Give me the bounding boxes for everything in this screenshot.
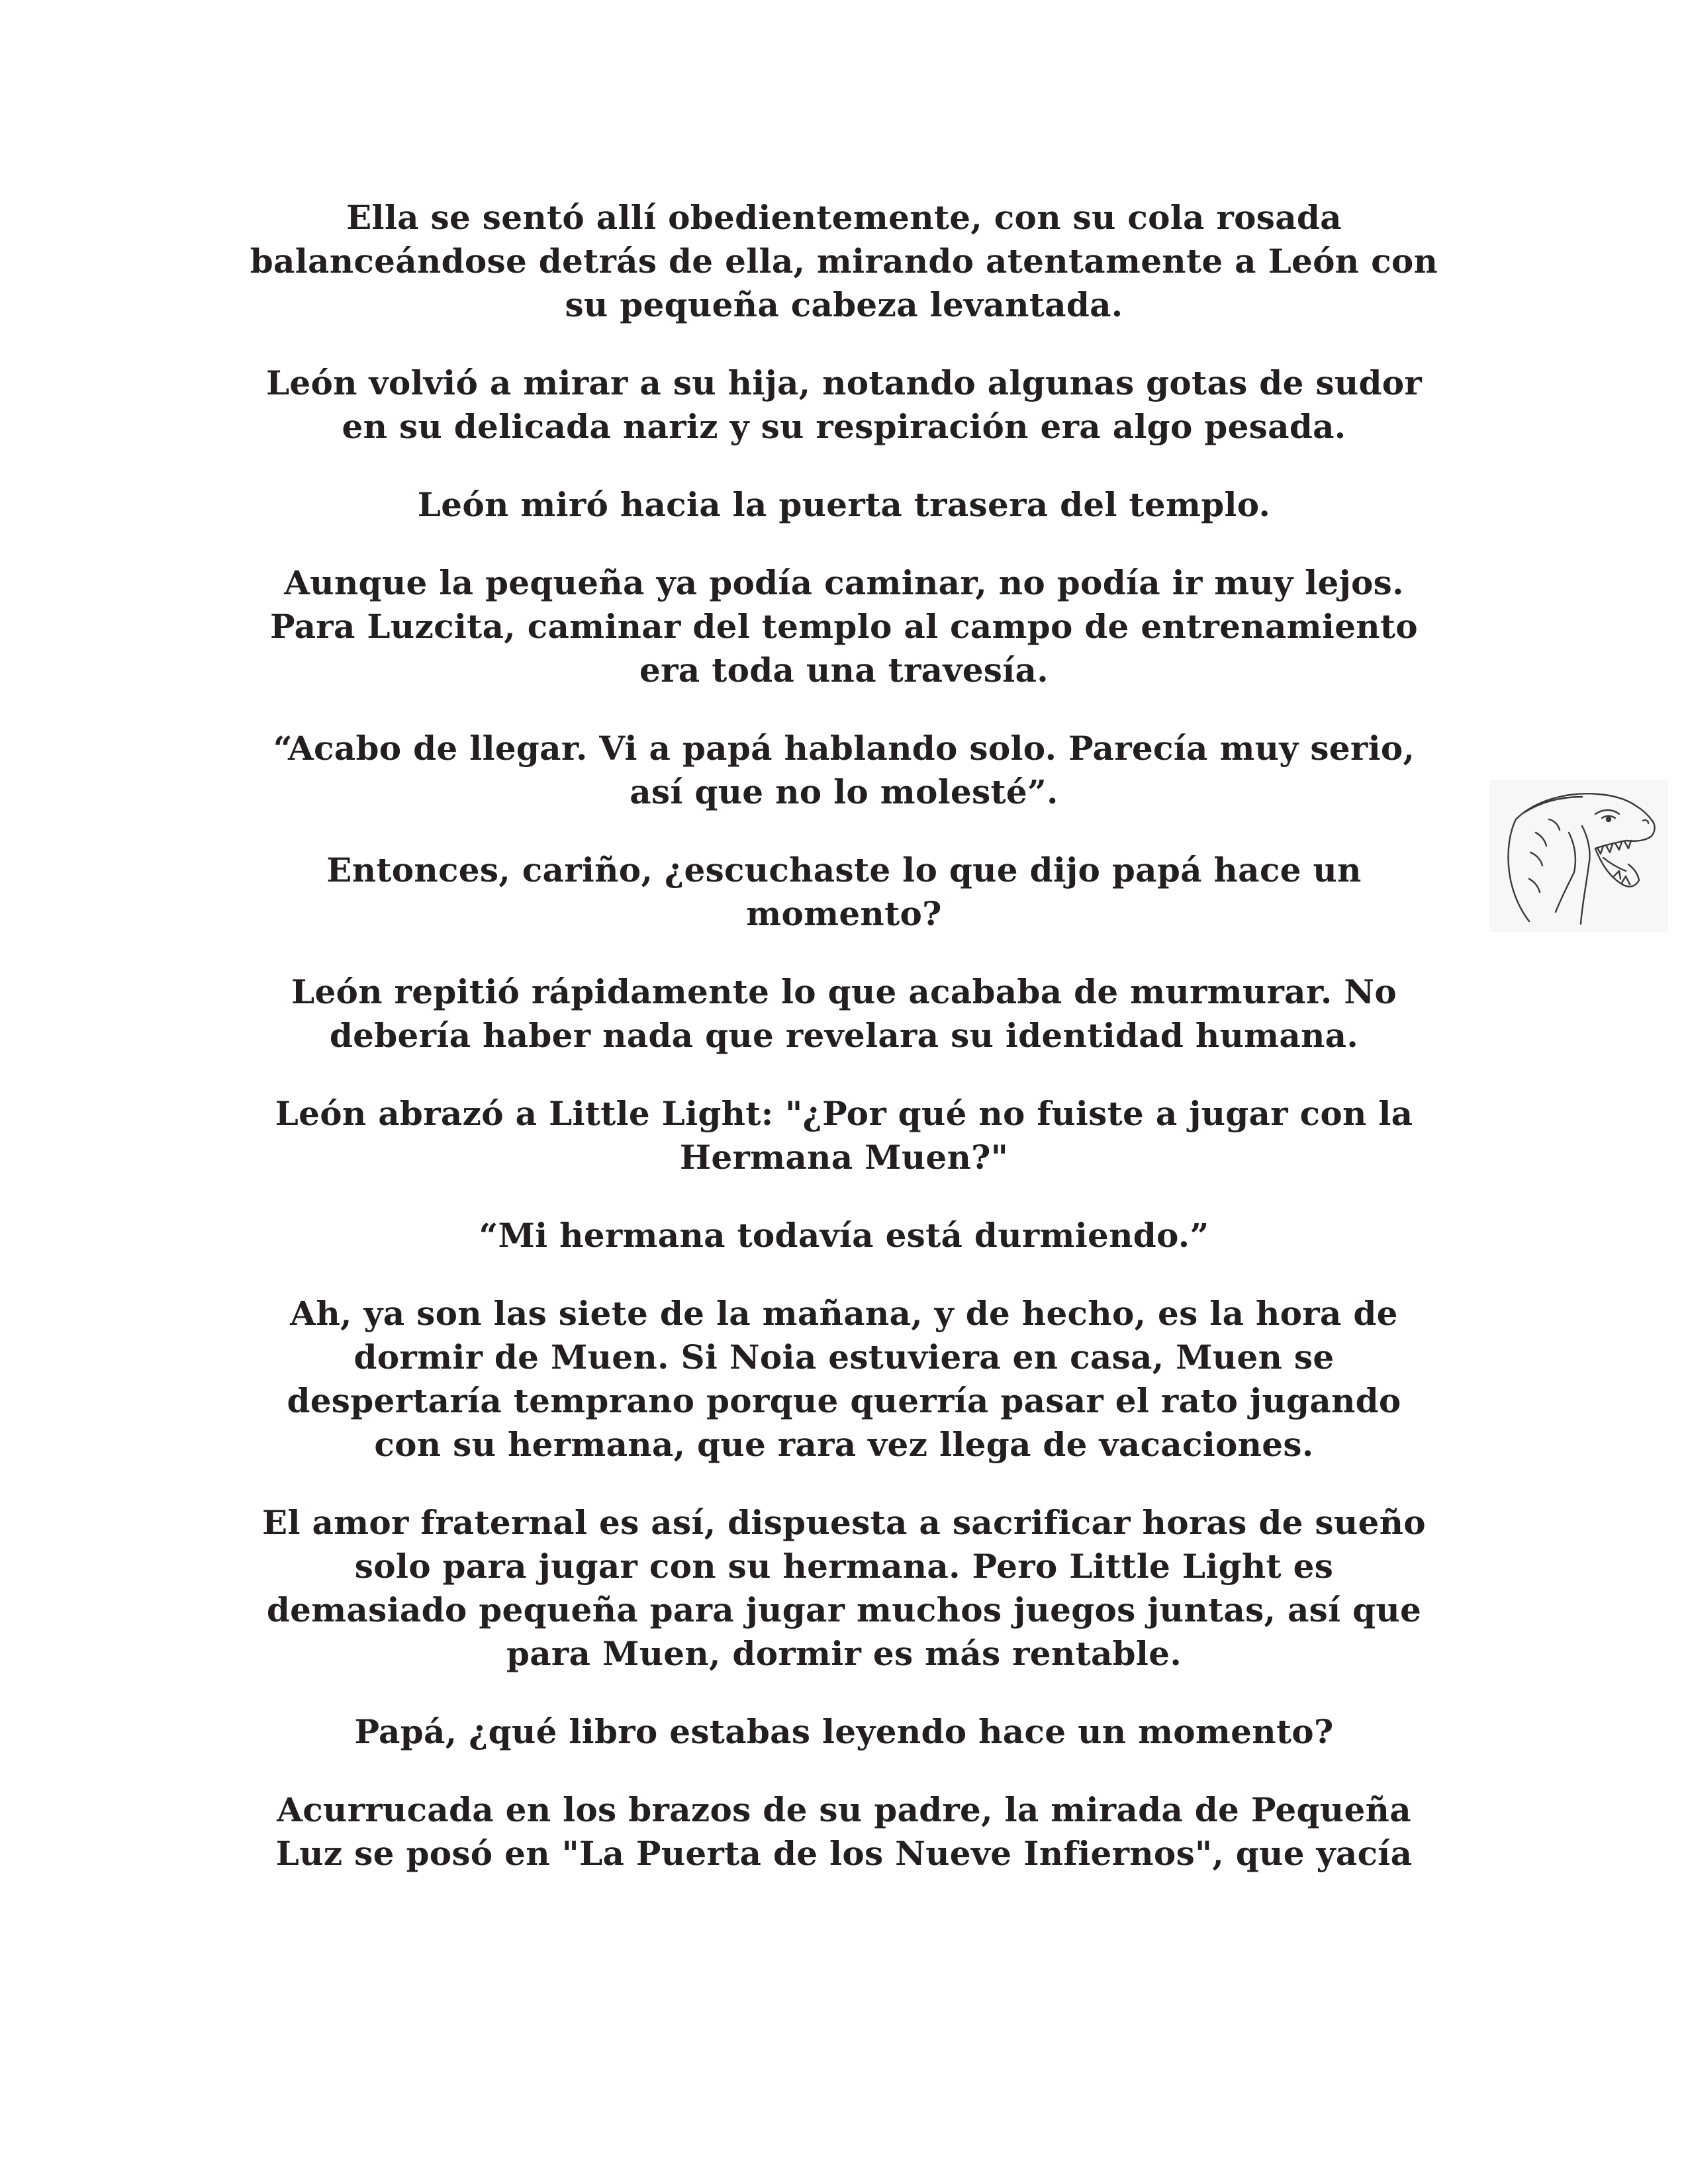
paragraph [225, 483, 1463, 527]
paragraph [225, 727, 1463, 814]
text-line: “Mi hermana todavía está durmiendo.” [479, 1216, 1209, 1255]
text-line: su pequeña cabeza levantada. [565, 285, 1123, 324]
text-line: León repitió rápidamente lo que acababa de murmurar. No [291, 972, 1397, 1011]
text-line: dormir de Muen. Si Noia estuviera en casa, Muen se [353, 1338, 1335, 1377]
dinosaur-head-sketch-icon [1489, 780, 1668, 932]
text-line: Papá, ¿qué libro estabas leyendo hace un momento? [354, 1712, 1334, 1751]
text-line: en su delicada nariz y su respiración era algo pesada. [342, 407, 1346, 446]
paragraph [225, 1214, 1463, 1257]
text-line: balanceándose detrás de ella, mirando atentamente a León con [250, 242, 1438, 281]
text-line: León volvió a mirar a su hija, notando algunas gotas de sudor [265, 363, 1423, 402]
text-line: Hermana Muen?" [679, 1138, 1009, 1177]
paragraph [225, 196, 1463, 327]
paragraph [225, 1788, 1463, 1876]
paragraph [225, 361, 1463, 449]
text-line: momento? [746, 894, 942, 933]
text-line: debería haber nada que revelara su identidad humana. [329, 1016, 1359, 1055]
text-line: Ella se sentó allí obedientemente, con su cola rosada [346, 198, 1342, 237]
text-line: era toda una travesía. [639, 651, 1049, 690]
text-line: Luz se posó en "La Puerta de los Nueve Infiernos", que yacía [275, 1834, 1413, 1873]
text-line: despertaría temprano porque querría pasar el rato jugando [287, 1381, 1401, 1420]
text-line: El amor fraternal es así, dispuesta a sacrificar horas de sueño [262, 1503, 1426, 1542]
paragraph [225, 1292, 1463, 1467]
paragraph [225, 1092, 1463, 1179]
paragraph [225, 1710, 1463, 1754]
text-line: solo para jugar con su hermana. Pero Little Light es [354, 1547, 1334, 1586]
text-line: León abrazó a Little Light: "¿Por qué no fuiste a jugar con la [275, 1094, 1413, 1133]
paragraph [225, 561, 1463, 692]
text-line: Ah, ya son las siete de la mañana, y de hecho, es la hora de [290, 1294, 1398, 1333]
text-line: Entonces, cariño, ¿escuchaste lo que dijo papá hace un [326, 850, 1362, 889]
text-line: León miró hacia la puerta trasera del templo. [417, 485, 1271, 524]
text-line: Acurrucada en los brazos de su padre, la mirada de Pequeña [277, 1790, 1411, 1829]
paragraph [225, 848, 1463, 936]
text-line: “Acabo de llegar. Vi a papá hablando solo. Parecía muy serio, [273, 729, 1415, 768]
text-line: Aunque la pequeña ya podía caminar, no podía ir muy lejos. [284, 563, 1404, 602]
text-line: con su hermana, que rara vez llega de vacaciones. [374, 1425, 1314, 1464]
paragraph [225, 970, 1463, 1058]
body-text [225, 196, 1463, 1910]
text-line: así que no lo molesté”. [630, 772, 1058, 811]
paragraph [225, 1501, 1463, 1676]
text-line: Para Luzcita, caminar del templo al campo de entrenamiento [270, 607, 1418, 646]
text-line: demasiado pequeña para jugar muchos juegos juntas, así que [266, 1590, 1422, 1629]
text-line: para Muen, dormir es más rentable. [506, 1634, 1182, 1673]
